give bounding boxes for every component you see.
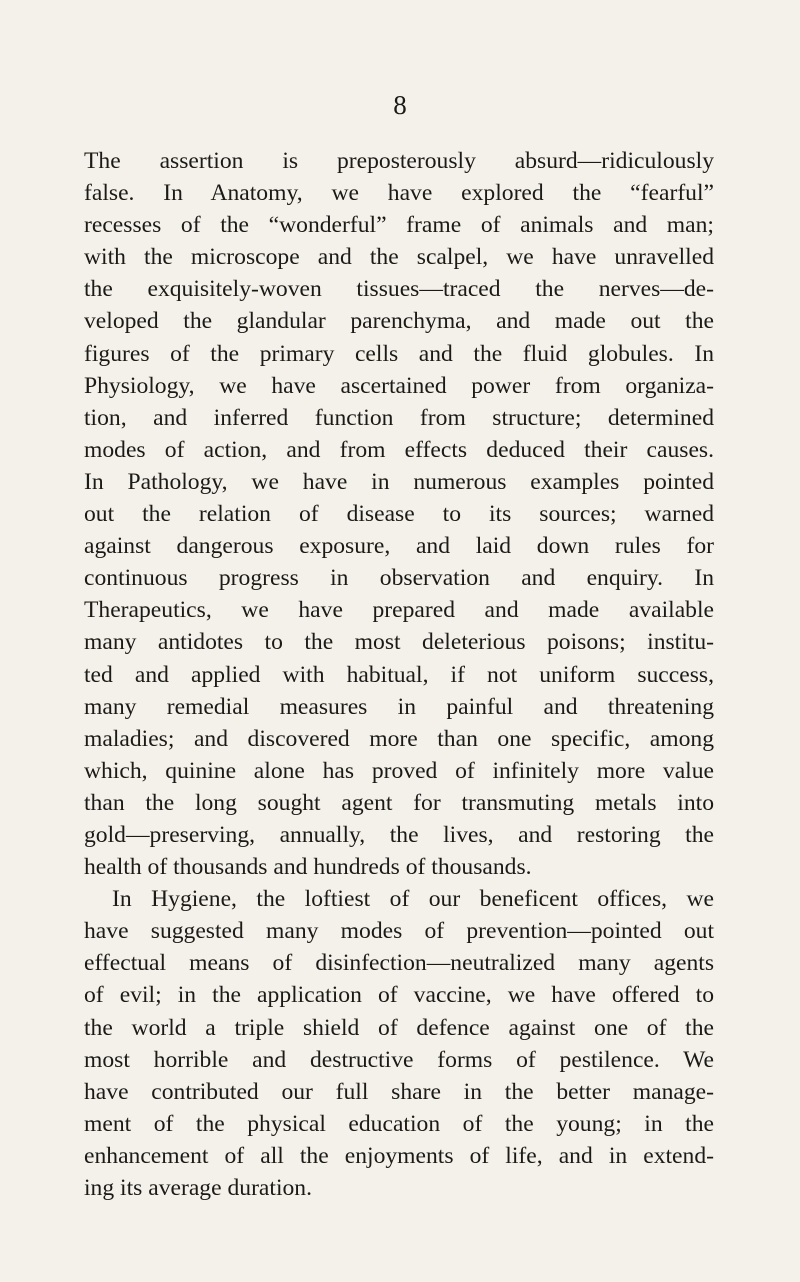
text-line: have suggested many modes of prevention—pointed out (84, 918, 714, 945)
text-line: figures of the primary cells and the fluid globules. In (84, 340, 714, 367)
text-line: recesses of the “wonderful” frame of animals and man; (84, 212, 714, 239)
text-line: maladies; and discovered more than one specific, among (84, 725, 714, 752)
text-line: the world a triple shield of defence against one of the (84, 1014, 714, 1041)
text-line: Physiology, we have ascertained power from organiza- (84, 372, 714, 399)
text-line: Therapeutics, we have prepared and made available (84, 597, 714, 624)
text-line: ing its average duration. (84, 1175, 312, 1201)
text-line: tion, and inferred function from structure; determined (84, 404, 714, 431)
text-line: most horrible and destructive forms of pestilence. We (84, 1046, 714, 1073)
text-line: than the long sought agent for transmuting metals into (84, 789, 714, 816)
text-line: health of thousands and hundreds of thousands. (84, 854, 532, 881)
text-line: false. In Anatomy, we have explored the “fearful” (84, 180, 714, 207)
text-line: effectual means of disinfection—neutralized many agents (84, 950, 714, 977)
paragraph-2 (84, 883, 714, 1204)
text-line: gold—preserving, annually, the lives, and restoring the (84, 821, 714, 848)
text-line: continuous progress in observation and enquiry. In (84, 565, 714, 592)
text-line: with the microscope and the scalpel, we have unravelled (84, 244, 714, 271)
text-line: have contributed our full share in the better manage- (84, 1078, 714, 1105)
text-line: of evil; in the application of vaccine, we have offered to (84, 982, 714, 1009)
text-line: veloped the glandular parenchyma, and made out the (84, 308, 714, 335)
body-text (84, 145, 714, 1204)
text-line: The assertion is preposterously absurd—ridiculously (84, 148, 714, 174)
text-line: modes of action, and from effects deduced their causes. (84, 436, 714, 463)
text-line: against dangerous exposure, and laid down rules for (84, 533, 714, 560)
text-line: many antidotes to the most deleterious poisons; institu- (84, 629, 714, 656)
text-line: In Pathology, we have in numerous examples pointed (84, 468, 714, 495)
text-line: enhancement of all the enjoyments of life, and in extend- (84, 1142, 714, 1169)
text-line: the exquisitely-woven tissues—traced the nerves—de- (84, 276, 714, 303)
text-line: In Hygiene, the loftiest of our beneficent offices, we (112, 886, 714, 913)
text-line: ted and applied with habitual, if not uniform success, (84, 661, 714, 688)
paragraph-1 (84, 145, 714, 883)
text-line: many remedial measures in painful and threatening (84, 693, 714, 720)
text-line: which, quinine alone has proved of infinitely more value (84, 757, 714, 784)
text-line: ment of the physical education of the young; in the (84, 1110, 714, 1137)
page-number: 8 (393, 90, 407, 120)
text-line: out the relation of disease to its sources; warned (84, 501, 714, 528)
